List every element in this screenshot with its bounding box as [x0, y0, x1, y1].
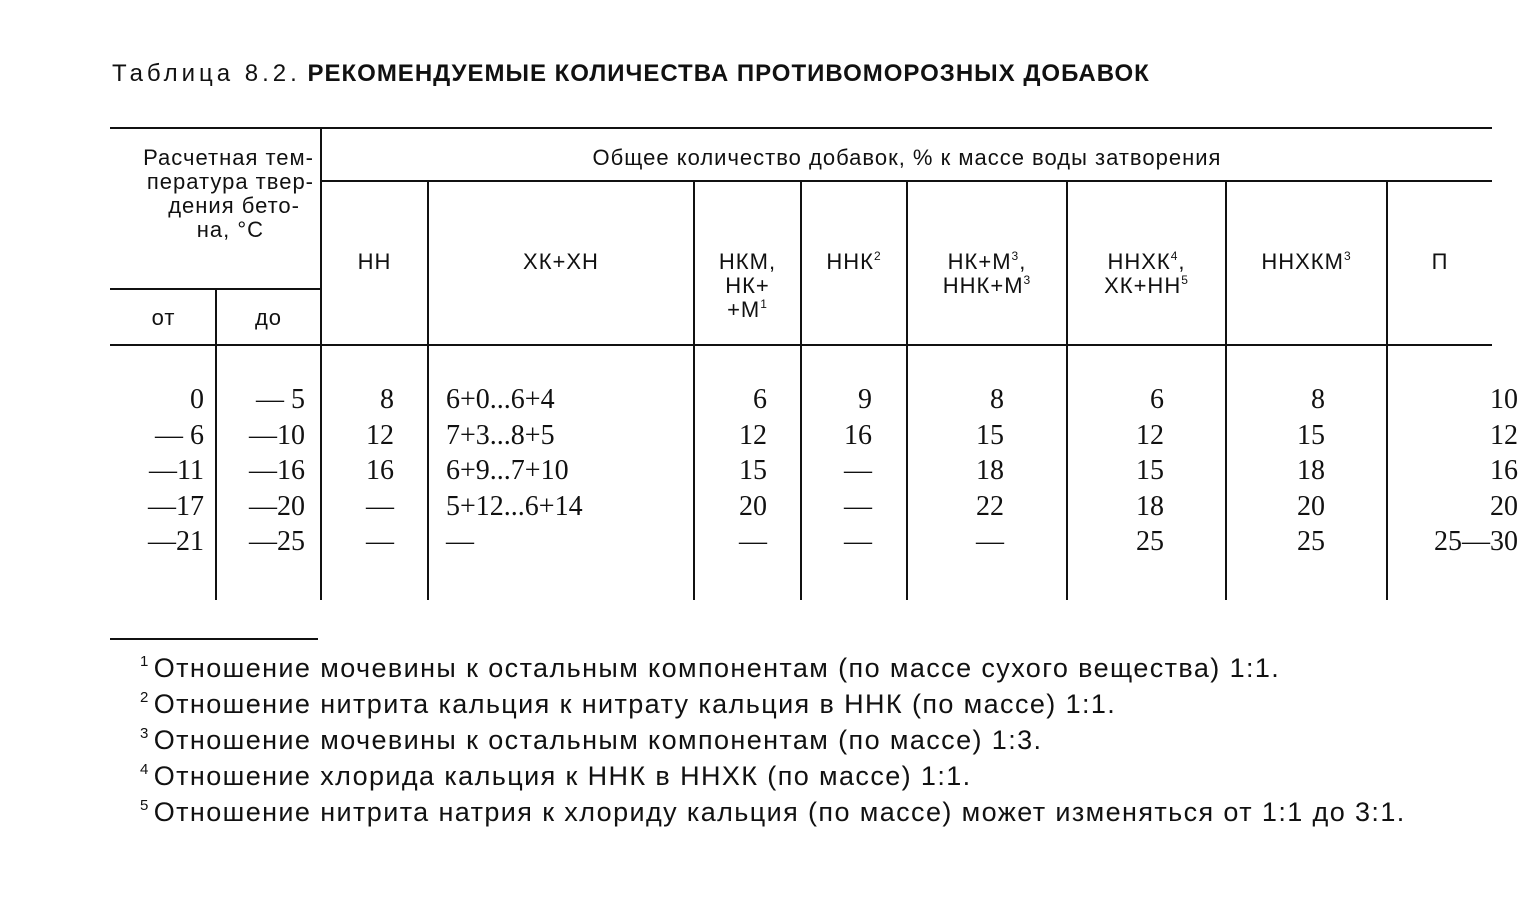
footnote-1: $^1$ Отношение мочевины к остальным компонентам (по массе сухого вещества) 1:1. — [140, 653, 1281, 683]
cell-nkm: 20 — [739, 490, 767, 522]
footnote-3: $^3$ Отношение мочевины к остальным компонентам (по массе) 1:3. — [140, 725, 1043, 755]
cell-temp-to: —25 — [249, 526, 305, 557]
cell-temp-to: —20 — [249, 490, 305, 522]
cell-nkm: 6 — [753, 384, 767, 415]
table-top-rule — [110, 127, 1492, 129]
header-group-total: Общее количество добавок, % к массе воды затворения — [592, 145, 1222, 170]
table-number: Таблица 8.2. — [112, 60, 301, 87]
header-col-nk-m: $НК+М^3$, $ННК+М^3$ — [942, 249, 1032, 298]
cell-temp-to: —16 — [249, 455, 305, 486]
cell-nk-m: 15 — [976, 419, 1004, 451]
cell-nk-m: 18 — [976, 455, 1004, 486]
header-col-hk-hn: ХК+ХН — [523, 249, 599, 274]
cell-nnhk: 25 — [1136, 526, 1164, 557]
cell-nkm: — — [739, 526, 767, 557]
header-col-nnk: ННК$^2$ — [826, 249, 882, 274]
cell-hk-hn: — — [446, 526, 474, 557]
footnotes — [110, 650, 1500, 830]
cell-nn: 16 — [366, 455, 394, 486]
cell-p: 25—30 — [1434, 526, 1518, 557]
footnote-5: $^5$ Отношение нитрита натрия к хлориду кальция (по массе) может изменяться от 1:1 до 3:1. — [140, 797, 1406, 827]
table-title: РЕКОМЕНДУЕМЫЕ КОЛИЧЕСТВА ПРОТИВОМОРОЗНЫХ ДОБАВОК — [307, 60, 1150, 87]
cell-temp-from: — 6 — [155, 419, 204, 451]
cell-nn: 8 — [380, 384, 394, 415]
footnote-2: $^2$ Отношение нитрита кальция к нитрату кальция в ННК (по массе) 1:1. — [140, 689, 1117, 719]
cell-nnk: — — [844, 490, 872, 522]
header-col-nkm: НКМ, НК+ $+М^1$ — [718, 249, 777, 322]
cell-p: 10 — [1490, 384, 1518, 415]
header-to: до — [254, 305, 283, 330]
header-col-nn: НН — [357, 249, 392, 274]
cell-p: 12 — [1490, 419, 1518, 451]
cell-temp-from: 0 — [190, 384, 204, 415]
cell-temp-from: —11 — [149, 455, 204, 486]
header-col-p: П — [1431, 249, 1449, 274]
header-col-nnhk: ННХК$^4$, $ХК+НН^5$ — [1104, 249, 1189, 298]
cell-nnhk: 15 — [1136, 455, 1164, 486]
cell-temp-from: —21 — [148, 526, 204, 557]
cell-nnk: — — [844, 455, 872, 486]
cell-nkm: 12 — [739, 419, 767, 451]
cell-nnhkm: 25 — [1297, 526, 1325, 557]
cell-nnhkm: 18 — [1297, 455, 1325, 486]
cell-nkm: 15 — [739, 455, 767, 486]
cell-nnhkm: 15 — [1297, 419, 1325, 451]
cell-nn: — — [366, 526, 394, 557]
cell-temp-from: —17 — [148, 490, 204, 522]
cell-nnhk: 12 — [1136, 419, 1164, 451]
cell-nnhk: 18 — [1136, 490, 1164, 522]
cell-p: 20 — [1490, 490, 1518, 522]
cell-nk-m: — — [976, 526, 1004, 557]
cell-temp-to: —10 — [249, 419, 305, 451]
cell-nnhk: 6 — [1150, 384, 1164, 415]
cell-hk-hn: 6+0...6+4 — [446, 384, 555, 415]
footnote-rule — [110, 638, 318, 640]
header-col-nnhkm: ННХКМ$^3$ — [1261, 249, 1352, 274]
cell-hk-hn: 5+12...6+14 — [446, 490, 583, 522]
cell-nn: 12 — [366, 419, 394, 451]
divider-col-1 — [427, 180, 429, 600]
cell-nnhkm: 20 — [1297, 490, 1325, 522]
cell-hk-hn: 7+3...8+5 — [446, 419, 555, 451]
cell-temp-to: — 5 — [256, 384, 305, 415]
cell-nnk: — — [844, 526, 872, 557]
cell-nk-m: 8 — [990, 384, 1004, 415]
footnote-4: $^4$ Отношение хлорида кальция к ННК в ННХК (по массе) 1:1. — [140, 761, 972, 791]
header-temperature: Расчетная тем- пература твер- дения бето- на, °С — [143, 145, 314, 242]
cell-p: 16 — [1490, 455, 1518, 486]
cell-hk-hn: 6+9...7+10 — [446, 455, 569, 486]
cell-nnhkm: 8 — [1311, 384, 1325, 415]
cell-nn: — — [366, 490, 394, 522]
header-from: от — [151, 305, 176, 330]
cell-nk-m: 22 — [976, 490, 1004, 522]
cell-nnk: 16 — [844, 419, 872, 451]
cell-nnk: 9 — [858, 384, 872, 415]
